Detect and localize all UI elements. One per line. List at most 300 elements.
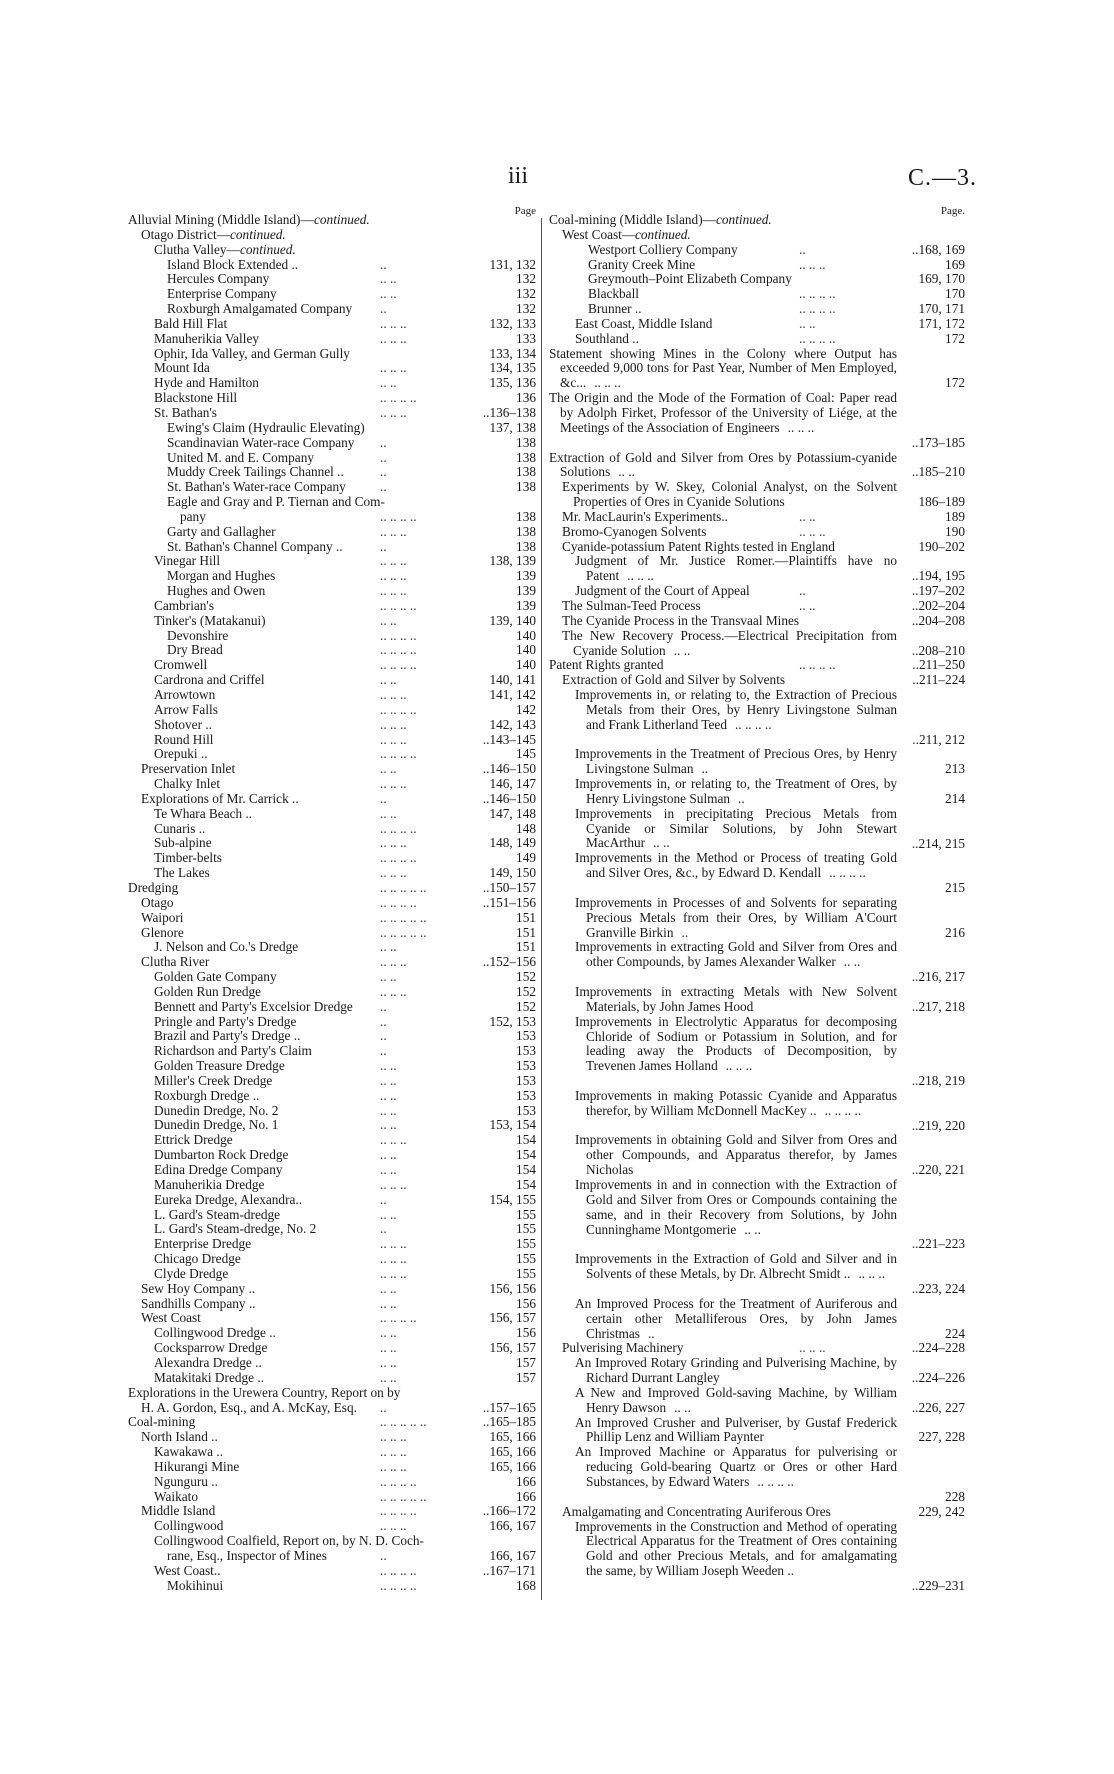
entry-page-number: 165, 166 [489, 1458, 536, 1474]
entry-title: Extraction of Gold and Silver by Solvents [562, 672, 786, 688]
entry-leader-dots: .. [738, 790, 745, 806]
entry-leader-dots: .. .. .. .. [380, 390, 417, 406]
entry-page-number: 147, 148 [489, 805, 536, 821]
entry-title: Improvements in extracting Metals with New Solvent Materials, by John James Hood [575, 983, 897, 1014]
entry-leader-dots: .. .. .. .. [824, 1102, 862, 1118]
entry-title: West Coast.. [154, 1562, 221, 1578]
index-entry [549, 658, 965, 673]
entry-title: An Improved Rotary Grinding and Pulverising Machine, by Richard Durrant Langley [575, 1355, 897, 1386]
entry-title: Roxburgh Dredge .. [154, 1087, 260, 1103]
entry-title: Middle Island [141, 1503, 216, 1519]
entry-leader-dots: .. .. .. .. .. [380, 879, 427, 895]
entry-page-number: ..157–165 [482, 1399, 536, 1415]
entry-title: Mount Ida [154, 360, 210, 376]
index-entry [128, 881, 536, 896]
index-entry [549, 688, 965, 747]
entry-title: Cunaris .. [154, 820, 206, 836]
entry-page-number: 166, 167 [489, 1518, 536, 1534]
index-entry [549, 1015, 965, 1089]
entry-leader-dots: .. .. [380, 375, 397, 391]
entry-page-number: 151 [516, 909, 536, 925]
entry-title: Manuherikia Valley [154, 330, 259, 346]
index-entry [128, 258, 536, 273]
entry-title: The New Recovery Process.—Electrical Precipitation from Cyanide Solution [562, 627, 897, 658]
entry-leader-dots: .. .. .. [380, 360, 407, 376]
entry-title: Experiments by W. Skey, Colonial Analyst, on the Solvent Properties of Ores in Cyanide Solutions [562, 479, 897, 510]
entry-leader-dots: .. .. [380, 805, 397, 821]
index-entry [128, 1519, 536, 1534]
entry-title: Improvements in and in connection with the Extraction of Gold and Silver from Ores or Compounds containing the same, and in their Recovery from Solutions, by John Cunninghame Montgomerie [575, 1177, 897, 1237]
index-entry [549, 1505, 965, 1520]
entry-page-number: ..224–228 [911, 1340, 965, 1356]
entry-title: Golden Treasure Dredge [154, 1058, 285, 1074]
entry-title: Bald Hill Flat [154, 315, 228, 331]
page-column-label: Page [514, 205, 536, 217]
entry-page-number: 154 [516, 1176, 536, 1192]
entry-title: Alexandra Dredge .. [154, 1354, 262, 1370]
entry-leader-dots: .. .. .. .. [380, 597, 417, 613]
entry-title: Greymouth–Point Elizabeth Company [588, 271, 792, 287]
index-entry [128, 911, 536, 926]
entry-leader-dots: .. .. .. [380, 731, 407, 747]
entry-leader-dots: .. .. .. [380, 1458, 407, 1474]
index-entry [128, 1504, 536, 1519]
index-entry [128, 406, 536, 421]
entry-title: Otago [141, 894, 174, 910]
index-entry [128, 540, 536, 555]
entry-leader-dots: .. .. [380, 612, 397, 628]
entry-page-number: ..214, 215 [911, 835, 965, 851]
index-entry [128, 614, 536, 629]
entry-page-number: 155 [516, 1206, 536, 1222]
index-entry [549, 896, 965, 941]
entry-title: Tinker's (Matakanui) [154, 612, 266, 628]
entry-page-number: 153 [516, 1087, 536, 1103]
entry-title: Cambrian's [154, 597, 215, 613]
entry-title: Sandhills Company .. [141, 1295, 256, 1311]
index-entry [549, 228, 965, 243]
entry-page-number: ..223, 224 [911, 1280, 965, 1296]
entry-title: Improvements in, or relating to, the Treatment of Ores, by Henry Livingstone Sulman [575, 776, 897, 806]
entry-title: Improvements in Processes of and Solvents for separating Precious Metals from their Ores, by William A'Court Granville Birkin [575, 894, 897, 940]
index-entry [549, 807, 965, 852]
entry-page-number: 216 [945, 924, 965, 940]
entry-page-number: ..167–171 [482, 1562, 536, 1578]
entry-leader-dots: .. .. [380, 271, 397, 287]
entry-title: Ophir, Ida Valley, and German Gully [154, 345, 350, 361]
entry-page-number: 135, 136 [489, 375, 536, 391]
entry-title: Alluvial Mining (Middle Island)— [128, 212, 314, 227]
entry-title: Waikato [154, 1488, 198, 1504]
entry-page-number: 139 [516, 597, 536, 613]
index-entry [549, 391, 965, 450]
entry-title: Improvements in Electrolytic Apparatus for decomposing Chloride of Sodium or Potassium in Solution, and for leading away the Products of Decomposition, by Trevenen James Holland [575, 1013, 897, 1074]
index-entry [128, 1386, 536, 1401]
index-entry [549, 673, 965, 688]
entry-leader-dots: .. .. [380, 1280, 397, 1296]
entry-title: Brazil and Party's Dredge .. [154, 1028, 301, 1044]
entry-page-number: ..211–224 [912, 672, 965, 688]
index-entry [549, 510, 965, 525]
entry-leader-dots: .. .. [380, 939, 397, 955]
entry-title: St. Bathan's [154, 404, 217, 420]
index-entry [128, 436, 536, 451]
entry-leader-dots: .. .. .. .. [380, 1562, 417, 1578]
entry-page-number: 138 [516, 434, 536, 450]
entry-page-number: 142 [516, 701, 536, 717]
index-entry [128, 1311, 536, 1326]
entry-page-number: ..151–156 [482, 894, 536, 910]
entry-leader-dots: .. [380, 479, 387, 495]
index-entry [549, 1133, 965, 1178]
index-entry [128, 599, 536, 614]
entry-continued: continued. [240, 241, 296, 257]
entry-leader-dots: .. .. .. [787, 419, 815, 435]
entry-page-number: 190–202 [918, 538, 965, 554]
left-index-column [128, 205, 536, 1593]
entry-leader-dots: .. [681, 924, 689, 940]
entry-leader-dots: .. [380, 1191, 387, 1207]
entry-leader-dots: .. [380, 449, 387, 465]
entry-page-number: 138 [516, 464, 536, 480]
entry-leader-dots: .. .. .. .. [380, 820, 417, 836]
index-entry [549, 1178, 965, 1252]
entry-page-number: 189 [945, 508, 965, 524]
index-entry [128, 1415, 536, 1430]
entry-page-number: 153 [516, 1043, 536, 1059]
index-entry [128, 1267, 536, 1282]
index-entry [549, 347, 965, 392]
entry-title: North Island .. [141, 1429, 218, 1445]
index-entry [549, 1356, 965, 1386]
entry-continued: continued. [314, 212, 370, 227]
entry-leader-dots: .. .. .. [380, 1236, 407, 1252]
entry-page-number: 141, 142 [489, 687, 536, 702]
entry-page-number: 152 [516, 983, 536, 999]
entry-title: Improvements in extracting Gold and Silver from Ores and other Compounds, by James Alexander Walker [575, 939, 897, 970]
entry-title: Vinegar Hill [154, 553, 221, 569]
entry-title: Dunedin Dredge, No. 1 [154, 1117, 279, 1133]
entry-title: Judgment of the Court of Appeal [575, 583, 750, 599]
index-entry [549, 584, 965, 599]
index-entry [549, 554, 965, 584]
entry-page-number: ..185–210 [911, 464, 965, 480]
index-entry [128, 495, 536, 510]
entry-page-number: 139 [516, 568, 536, 584]
entry-title: Edina Dredge Company [154, 1162, 283, 1177]
entry-leader-dots: .. [380, 464, 387, 480]
entry-leader-dots: .. .. [380, 1162, 397, 1177]
entry-page-number: ..165–185 [482, 1414, 536, 1430]
entry-page-number: 169 [945, 256, 965, 272]
entry-title: Golden Run Dredge [154, 983, 262, 999]
entry-title: The Origin and the Mode of the Formation of Coal: Paper read by Adolph Firket, Professor of the University of Liége, at the Meetings of the Association of Engineers [549, 390, 897, 435]
index-entry [549, 1416, 965, 1446]
index-entry [128, 554, 536, 569]
entry-title: Matakitaki Dredge .. [154, 1369, 265, 1385]
entry-continued: continued. [716, 212, 772, 227]
entry-leader-dots: .. .. [843, 954, 861, 970]
index-entry [128, 1222, 536, 1237]
index-entry [128, 1178, 536, 1193]
entry-title: L. Gard's Steam-dredge, No. 2 [154, 1221, 317, 1237]
entry-page-number: 190 [945, 523, 965, 539]
index-entry [128, 510, 536, 525]
entry-title: Bennett and Party's Excelsior Dredge [154, 998, 353, 1014]
entry-leader-dots: .. .. .. [380, 687, 407, 702]
entry-title: Timber-belts [154, 850, 222, 866]
entry-page-number: 152 [516, 969, 536, 985]
entry-title: Improvements in the Extraction of Gold and Silver and in Solvents of these Metals, by Dr. Albrecht Smidt .. [575, 1251, 897, 1282]
entry-title: Mokihinui [167, 1577, 224, 1593]
entry-page-number: 154 [516, 1162, 536, 1177]
entry-title: Improvements in the Treatment of Precious Ores, by Henry Livingstone Sulman [575, 746, 897, 777]
index-entry [128, 302, 536, 317]
index-entry [549, 629, 965, 659]
entry-title: Improvements in making Potassic Cyanide and Apparatus therefor, by William McDonnell MacKey .. [575, 1087, 897, 1118]
entry-page-number: 157 [516, 1369, 536, 1385]
entry-page-number: 156 [516, 1325, 536, 1341]
entry-continued: continued. [635, 226, 691, 242]
index-entry [128, 1074, 536, 1089]
entry-title: Devonshire [167, 627, 229, 643]
entry-page-number: 152, 153 [489, 1013, 536, 1029]
index-entry [128, 332, 536, 347]
entry-title: Island Block Extended .. [167, 256, 299, 272]
entry-leader-dots: .. .. [380, 1058, 397, 1074]
index-entry [128, 822, 536, 837]
entry-leader-dots: .. .. .. .. [380, 746, 417, 762]
index-entry [128, 1475, 536, 1490]
entry-title: Patent Rights granted [549, 657, 664, 673]
entry-page-number: 151 [516, 924, 536, 940]
entry-leader-dots: .. .. .. .. .. [380, 909, 427, 925]
entry-page-number: ..221–223 [911, 1236, 965, 1252]
entry-leader-dots: .. .. .. [380, 1132, 407, 1148]
index-entry [549, 1297, 965, 1342]
entry-leader-dots: .. .. .. [380, 1518, 407, 1534]
entry-title: Collingwood Dredge .. [154, 1325, 276, 1341]
index-entry [128, 391, 536, 406]
entry-page-number: 138 [516, 449, 536, 465]
entry-leader-dots: .. .. .. .. [380, 894, 417, 910]
column-divider [541, 218, 542, 1600]
index-entry [128, 896, 536, 911]
entry-leader-dots: .. .. .. .. [380, 1473, 417, 1489]
index-entry [549, 1520, 965, 1594]
entry-leader-dots: .. .. [673, 642, 691, 658]
index-entry [128, 1000, 536, 1015]
entry-page-number: 156, 157 [489, 1310, 536, 1326]
index-entry [128, 1371, 536, 1386]
entry-title: The Cyanide Process in the Transvaal Mines [562, 612, 800, 628]
index-entry [128, 569, 536, 584]
index-entry [128, 866, 536, 881]
entry-leader-dots: .. .. .. [380, 1429, 407, 1445]
entry-leader-dots: .. [701, 761, 709, 777]
entry-leader-dots: .. .. .. [380, 583, 407, 599]
entry-page-number: ..220, 221 [911, 1162, 965, 1178]
index-entry [128, 1029, 536, 1044]
entry-leader-dots: .. .. .. [380, 1444, 407, 1460]
index-entry [128, 1297, 536, 1312]
entry-page-number: 172 [945, 330, 965, 346]
entry-title: Sew Hoy Company .. [141, 1280, 256, 1296]
entry-leader-dots: .. [380, 538, 387, 554]
entry-page-number: 136 [516, 390, 536, 406]
index-entry [128, 1089, 536, 1104]
entry-title: Arrowtown [154, 687, 216, 702]
index-entry [549, 1089, 965, 1134]
index-entry [549, 1252, 965, 1297]
entry-title: rane, Esq., Inspector of Mines [167, 1547, 327, 1563]
entry-title: Collingwood [154, 1518, 224, 1534]
entry-leader-dots: .. [380, 434, 387, 450]
entry-page-number: 134, 135 [489, 360, 536, 376]
entry-title: Mr. MacLaurin's Experiments.. [562, 508, 728, 524]
entry-leader-dots: .. .. [799, 508, 816, 524]
document-code: C.—3. [908, 165, 978, 191]
index-entry [128, 777, 536, 792]
index-entry [549, 287, 965, 302]
entry-leader-dots: .. .. .. .. [799, 301, 836, 317]
entry-page-number: 140 [516, 657, 536, 673]
entry-leader-dots: .. .. .. [594, 375, 621, 391]
entry-leader-dots: .. [380, 256, 387, 272]
entry-leader-dots: .. .. .. [380, 954, 407, 970]
entry-title: Enterprise Dredge [154, 1236, 252, 1252]
entry-title: Chalky Inlet [154, 776, 221, 792]
index-entry [128, 1430, 536, 1445]
entry-leader-dots: .. .. .. .. [380, 657, 417, 673]
entry-page-number: ..218, 219 [911, 1073, 965, 1089]
entry-title: Improvements in the Construction and Method of operating Electrical Apparatus for the Treatment of Ores containing Gold and other Precious Metals, and for amalgamating the same, by William Joseph Weeden .. [575, 1518, 897, 1579]
index-entry [128, 451, 536, 466]
entry-leader-dots: .. [799, 241, 806, 257]
entry-leader-dots: .. .. [380, 1206, 397, 1222]
entry-leader-dots: .. .. [618, 464, 635, 480]
entry-leader-dots: .. [380, 1028, 387, 1044]
entry-title: Enterprise Company [167, 286, 277, 302]
entry-title: H. A. Gordon, Esq., and A. McKay, Esq. [141, 1399, 357, 1415]
entry-title: Roxburgh Amalgamated Company [167, 301, 353, 317]
index-entry [128, 733, 536, 748]
entry-leader-dots: .. .. .. [380, 1265, 407, 1281]
entry-title: Miller's Creek Dredge [154, 1072, 273, 1088]
entry-leader-dots: .. .. [380, 1325, 397, 1341]
index-entry [549, 332, 965, 347]
entry-page-number: 132 [516, 286, 536, 302]
entry-page-number: ..202–204 [911, 597, 965, 613]
entry-title: The Sulman-Teed Process [562, 597, 701, 613]
entry-page-number: 138 [516, 538, 536, 554]
index-entry [128, 1445, 536, 1460]
entry-leader-dots: .. [380, 301, 387, 317]
entry-title: Dumbarton Rock Dredge [154, 1147, 289, 1163]
entry-title: Coal-mining [128, 1414, 196, 1430]
entry-title: Brunner .. [588, 301, 642, 317]
entry-title: West Coast [141, 1310, 201, 1326]
entry-page-number: 155 [516, 1236, 536, 1252]
entry-title: An Improved Process for the Treatment of Auriferous and certain other Metalliferous Ores, by John James Christmas [575, 1295, 897, 1341]
entry-page-number: 156, 156 [489, 1280, 536, 1296]
index-entry [128, 747, 536, 762]
entry-page-number: 227, 228 [918, 1429, 965, 1445]
index-entry [549, 940, 965, 985]
entry-title: West Coast— [562, 226, 636, 242]
entry-title: Manuherikia Dredge [154, 1176, 265, 1192]
entry-page-number: 170, 171 [918, 301, 965, 317]
entry-page-number: 148 [516, 820, 536, 836]
entry-title: Te Whara Beach .. [154, 805, 253, 821]
entry-title: Otago District— [141, 226, 231, 242]
entry-leader-dots: .. .. .. .. [380, 701, 417, 717]
index-entry [128, 465, 536, 480]
index-entry [549, 1341, 965, 1356]
entry-leader-dots: .. [380, 790, 387, 806]
index-entry [128, 762, 536, 777]
index-entry [549, 777, 965, 807]
entry-title: Scandinavian Water-race Company [167, 434, 355, 450]
entry-leader-dots: .. .. [653, 835, 670, 851]
entry-title: Ngunguru .. [154, 1473, 218, 1489]
entry-title: Cyanide-potassium Patent Rights tested in England [562, 538, 835, 554]
entry-title: Muddy Creek Tailings Channel .. [167, 464, 344, 480]
entry-page-number: 156 [516, 1295, 536, 1311]
index-entry [549, 540, 965, 555]
entry-title: Clutha River [141, 954, 210, 970]
entry-page-number: 166 [516, 1488, 536, 1504]
entry-title: Dunedin Dredge, No. 2 [154, 1102, 279, 1118]
entry-page-number: 228 [945, 1488, 965, 1504]
entry-page-number: 140, 141 [489, 672, 536, 688]
entry-page-number: 142, 143 [489, 716, 536, 732]
entry-leader-dots: .. .. [380, 1117, 397, 1133]
index-entry [128, 1015, 536, 1030]
entry-title: Amalgamating and Concentrating Auriferous Ores [562, 1503, 831, 1519]
entry-page-number: ..152–156 [482, 954, 536, 970]
entry-title: Westport Colliery Company [588, 241, 738, 257]
entry-page-number: 148, 149 [489, 835, 536, 851]
entry-leader-dots: .. .. .. .. [380, 850, 417, 866]
index-entry [549, 272, 965, 287]
entry-page-number: 132, 133 [489, 315, 536, 331]
index-entry [128, 1193, 536, 1208]
entry-leader-dots: .. .. .. [627, 568, 654, 584]
index-entry [128, 243, 536, 258]
entry-leader-dots: .. .. .. [380, 1176, 407, 1192]
entry-page-number: 138 [516, 479, 536, 495]
index-entry [128, 836, 536, 851]
entry-leader-dots: .. .. .. [380, 776, 407, 792]
index-entry [128, 1282, 536, 1297]
entry-page-number: 149, 150 [489, 865, 536, 881]
index-entry [549, 747, 965, 777]
index-entry [128, 1356, 536, 1371]
right-index-column [549, 205, 965, 1594]
entry-page-number: 137, 138 [489, 419, 536, 435]
entry-title: Improvements in obtaining Gold and Silver from Ores and other Compounds, and Apparatus therefor, by James Nicholas [575, 1132, 897, 1178]
entry-leader-dots: .. .. .. [380, 553, 407, 569]
entry-page-number: 168 [516, 1577, 536, 1593]
entry-leader-dots: .. .. .. [380, 568, 407, 584]
entry-continued: continued. [230, 226, 286, 242]
index-entry [128, 658, 536, 673]
entry-page-number: 139, 140 [489, 612, 536, 628]
entry-leader-dots: .. .. .. [380, 315, 407, 331]
entry-title: Improvements in precipitating Precious Metals from Cyanide or Similar Solutions, by John Stewart MacArthur [575, 805, 897, 851]
entry-page-number: 155 [516, 1265, 536, 1281]
